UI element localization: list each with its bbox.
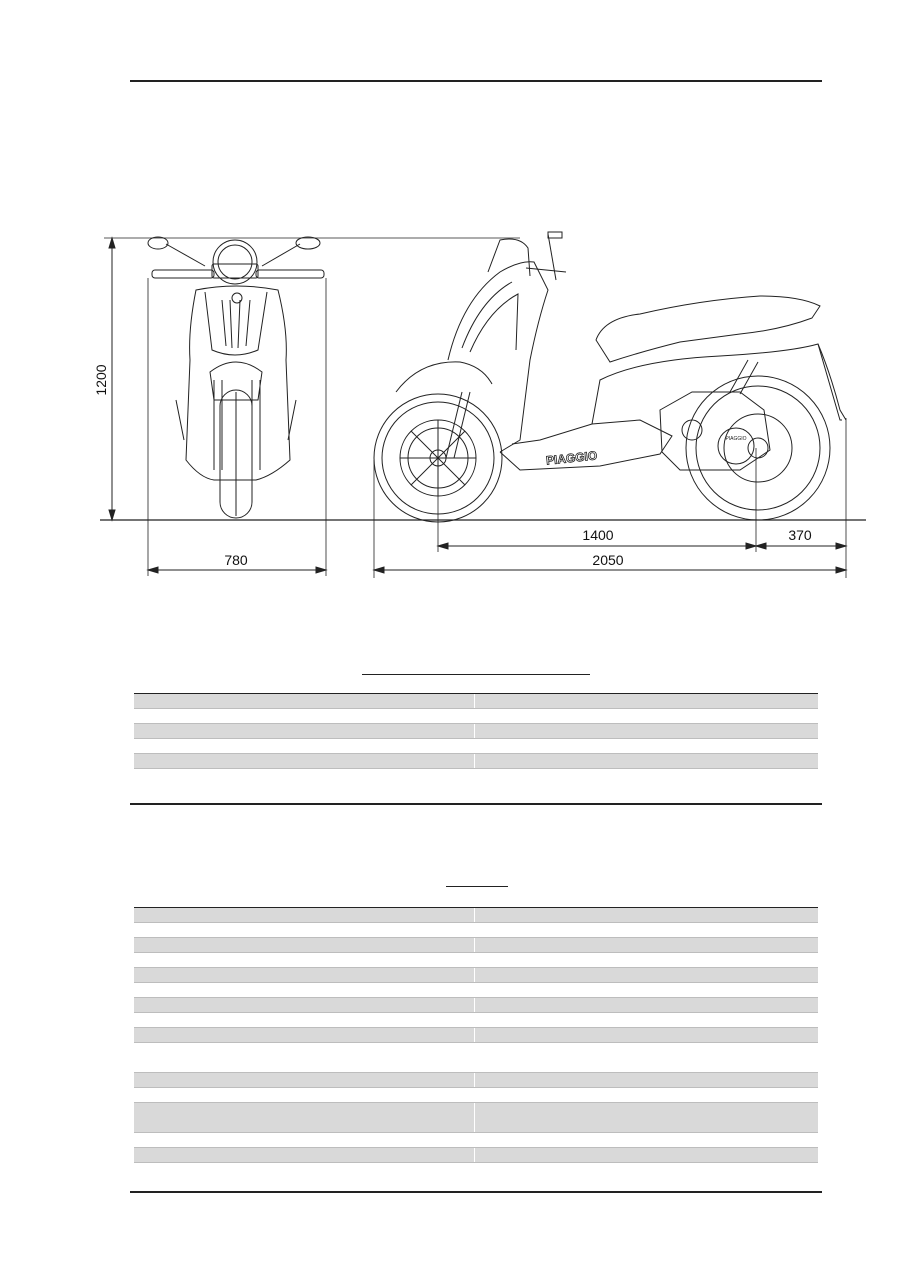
table-row [134, 724, 818, 739]
length-dimension-label: 2050 [592, 552, 624, 568]
section-title-dimensions [362, 660, 590, 675]
table-cell-label [134, 754, 475, 768]
table-cell-value [475, 1073, 818, 1087]
table-cell-label [134, 1133, 475, 1147]
table-cell-value [475, 694, 818, 708]
engine-badge-lettering: PIAGGIO [725, 436, 747, 442]
brand-lettering: PIAGGIO [545, 448, 598, 468]
table-cell-label [134, 953, 475, 967]
table-cell-value [475, 938, 818, 952]
table-row [134, 923, 818, 938]
table-cell-value [475, 1013, 818, 1027]
table-cell-value [475, 983, 818, 997]
table-cell-value [475, 1133, 818, 1147]
table-cell-value [475, 923, 818, 937]
specs-table [134, 907, 818, 1163]
table-row [134, 709, 818, 724]
table-cell-value [475, 1043, 818, 1072]
table-cell-value [475, 1103, 818, 1132]
dimensions-table [134, 693, 818, 769]
table-cell-label [134, 709, 475, 723]
table-cell-label [134, 724, 475, 738]
table-row [134, 938, 818, 953]
table-row [134, 1028, 818, 1043]
table-cell-label [134, 694, 475, 708]
table-row [134, 968, 818, 983]
table-row [134, 754, 818, 769]
table-cell-value [475, 953, 818, 967]
table-cell-value [475, 1028, 818, 1042]
table-row [134, 998, 818, 1013]
table-cell-value [475, 968, 818, 982]
table-cell-label [134, 938, 475, 952]
table-cell-label [134, 1043, 475, 1072]
table-row [134, 1073, 818, 1088]
table-row [134, 1133, 818, 1148]
table-cell-value [475, 709, 818, 723]
table-cell-value [475, 908, 818, 922]
table-row [134, 1148, 818, 1163]
table-cell-label [134, 998, 475, 1012]
height-dimension-label: 1200 [93, 364, 109, 396]
table-cell-label [134, 1013, 475, 1027]
table-cell-label [134, 1073, 475, 1087]
table-cell-label [134, 1148, 475, 1162]
table-cell-label [134, 908, 475, 922]
table-cell-label [134, 968, 475, 982]
table-row [134, 694, 818, 709]
table-cell-label [134, 1028, 475, 1042]
side-view [374, 232, 846, 522]
table-cell-value [475, 724, 818, 738]
table-cell-value [475, 1148, 818, 1162]
table-row [134, 1013, 818, 1028]
wheelbase-dimension-label: 1400 [582, 527, 614, 543]
table-row [134, 1103, 818, 1133]
table-cell-label [134, 1103, 475, 1132]
front-view [148, 237, 326, 576]
section-title-specs [446, 872, 508, 887]
section-rule-1 [130, 803, 822, 805]
table-cell-value [475, 739, 818, 753]
table-cell-label [134, 923, 475, 937]
rear-overhang-dimension-label: 370 [788, 527, 812, 543]
width-dimension-label: 780 [224, 552, 248, 568]
bottom-rule [130, 1191, 822, 1193]
table-cell-label [134, 983, 475, 997]
table-row [134, 953, 818, 968]
table-cell-value [475, 1088, 818, 1102]
table-cell-label [134, 739, 475, 753]
table-row [134, 739, 818, 754]
table-row [134, 1043, 818, 1073]
table-row [134, 908, 818, 923]
table-cell-value [475, 998, 818, 1012]
table-row [134, 983, 818, 998]
table-cell-value [475, 754, 818, 768]
table-cell-label [134, 1088, 475, 1102]
table-row [134, 1088, 818, 1103]
